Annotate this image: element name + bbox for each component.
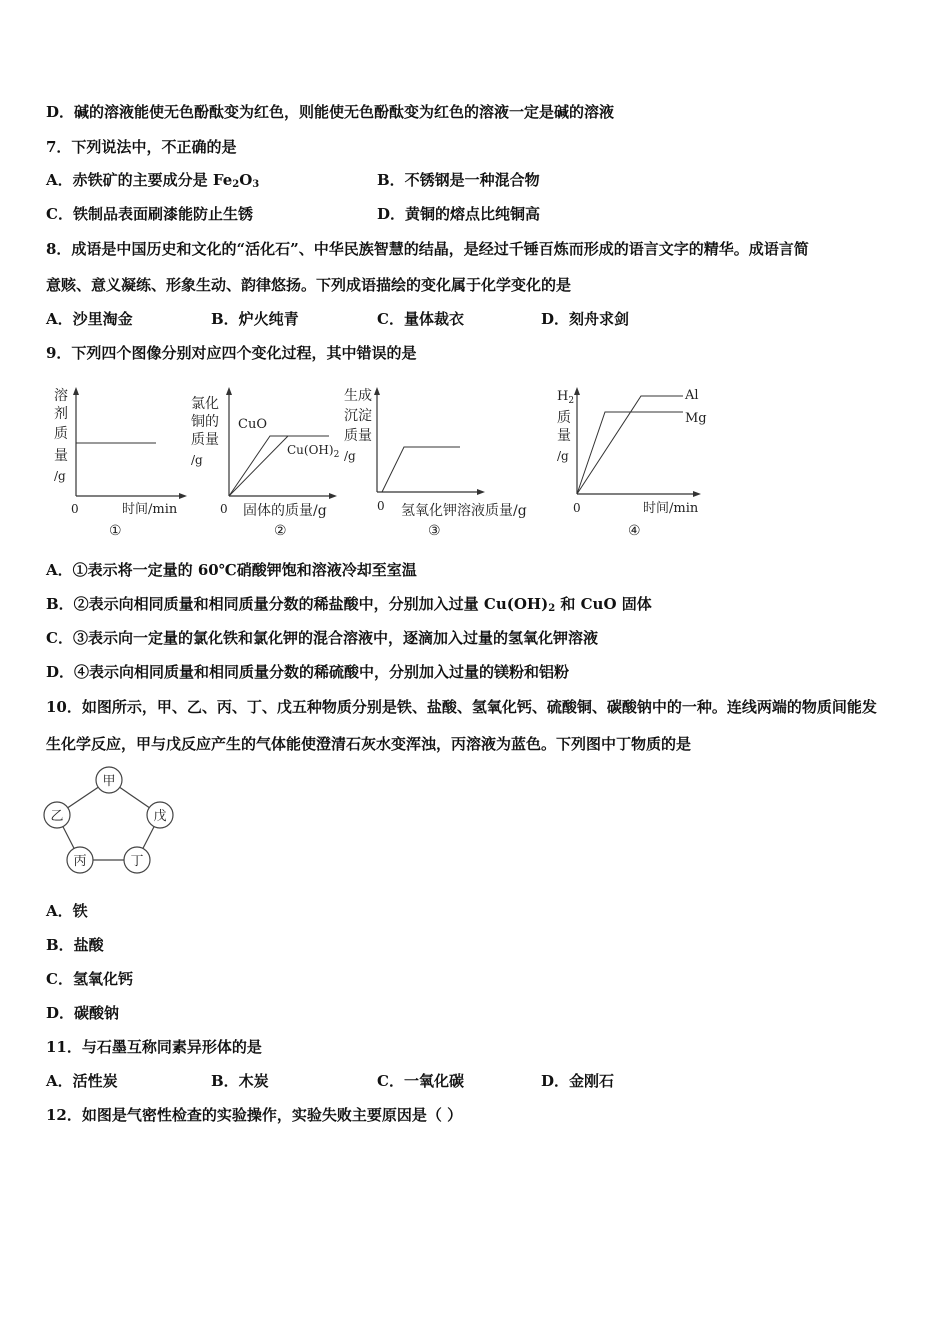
q8-option-a: A．沙里淘金 [46, 310, 133, 328]
graph-1 [46, 382, 196, 542]
g4-ylabel-3: /g [557, 449, 569, 463]
q7-option-d: D．黄铜的熔点比纯铜高 [377, 205, 541, 223]
q11-option-c: C．一氧化碳 [377, 1072, 464, 1090]
q8-option-d: D．刻舟求剑 [541, 310, 630, 328]
q8-option-b: B．炉火纯青 [211, 310, 299, 328]
g3-ylabel-4: /g [344, 449, 356, 463]
g4-origin: 0 [573, 501, 581, 515]
q10-option-a: A．铁 [46, 902, 88, 920]
graph-4 [553, 382, 713, 542]
graph-3 [340, 382, 545, 542]
g4-ylabel-2: 量 [557, 428, 571, 444]
g4-ylabel-h2: $H_2$ [557, 389, 575, 406]
q10-stem-line2: 生化学反应，甲与戊反应产生的气体能使澄清石灰水变浑浊，丙溶液为蓝色。下列图中丁物质的是 [46, 735, 692, 753]
q10-option-c: C．氢氧化钙 [46, 970, 133, 988]
g1-ylabel-4: 量 [54, 448, 68, 464]
g3-ylabel-2: 沉淀 [344, 408, 372, 424]
g2-ylabel-1: 氯化 [191, 396, 219, 412]
q7-option-b: B．不锈钢是一种混合物 [377, 171, 540, 189]
g1-ylabel-5: /g [54, 469, 66, 483]
q11-option-b: B．木炭 [211, 1072, 269, 1090]
node-wu-label: 戊 [153, 809, 167, 824]
q7-stem: 7．下列说法中，不正确的是 [46, 138, 237, 156]
q9-stem: 9．下列四个图像分别对应四个变化过程，其中错误的是 [46, 344, 417, 362]
graph-2 [188, 382, 348, 542]
g3-origin: 0 [377, 499, 385, 513]
q11-option-a: A．活性炭 [46, 1072, 118, 1090]
q8-option-c: C．量体裁衣 [377, 310, 464, 328]
g2-y-arrow [226, 387, 232, 395]
g2-x-arrow [329, 493, 337, 499]
q7-option-c: C．铁制品表面刷漆能防止生锈 [46, 205, 253, 223]
q7-option-a: A．赤铁矿的主要成分是 $Fe_2O_3$ [46, 171, 260, 190]
q12-stem: 12．如图是气密性检查的实验操作，实验失败主要原因是（ ） [46, 1106, 463, 1124]
g3-y-arrow [374, 387, 380, 395]
g2-label-cuoh2: $Cu(OH)_2$ [287, 443, 340, 460]
g4-mg-line [577, 412, 683, 494]
g4-xlabel: 时间/min [643, 501, 699, 516]
g2-number: ② [274, 523, 287, 539]
q9-option-b: B．②表示向相同质量和相同质量分数的稀盐酸中，分别加入过量 $Cu(OH)_2$ 和 CuO 固体 [46, 595, 652, 614]
g3-ylabel-1: 生成 [344, 388, 372, 404]
g2-xlabel: 固体的质量/g [243, 503, 327, 519]
q9-option-d: D．④表示向相同质量和相同质量分数的稀硫酸中，分别加入过量的镁粉和铝粉 [46, 663, 570, 681]
g1-number: ① [109, 523, 122, 539]
g2-ylabel-4: /g [191, 453, 203, 467]
g4-number: ④ [628, 523, 641, 539]
g4-label-mg: Mg [685, 411, 707, 426]
pentagon-diagram [40, 762, 185, 882]
q10-stem-line1: 10．如图所示，甲、乙、丙、丁、戊五种物质分别是铁、盐酸、氢氧化钙、硫酸铜、碳酸钠中的一种。连线两端的物质间能发 [46, 698, 877, 716]
g1-ylabel-2: 剂 [54, 406, 68, 422]
g3-ylabel-3: 质量 [344, 428, 372, 444]
q6-option-d: D．碱的溶液能使无色酚酞变为红色，则能使无色酚酞变为红色的溶液一定是碱的溶液 [46, 103, 615, 121]
node-yi-label: 乙 [50, 809, 64, 824]
node-bing-label: 丙 [73, 854, 87, 869]
q8-stem-line2: 意赅、意义凝练、形象生动、韵律悠扬。下列成语描绘的变化属于化学变化的是 [46, 276, 572, 294]
g4-x-arrow [693, 491, 701, 497]
g3-x-arrow [477, 489, 485, 495]
g3-number: ③ [428, 523, 441, 539]
g1-ylabel-1: 溶 [54, 388, 68, 404]
q8-stem-line1: 8．成语是中国历史和文化的“活化石”、中华民族智慧的结晶，是经过千锤百炼而形成的语言文字的精华。成语言简 [46, 240, 809, 258]
q10-option-b: B．盐酸 [46, 936, 104, 954]
q9-option-a: A．①表示将一定量的 60℃硝酸钾饱和溶液冷却至室温 [46, 561, 417, 579]
g1-ylabel-3: 质 [54, 426, 68, 442]
g4-al-line [577, 396, 683, 494]
g1-x-arrow [179, 493, 187, 499]
q9-option-c: C．③表示向一定量的氯化铁和氯化钾的混合溶液中，逐滴加入过量的氢氧化钾溶液 [46, 629, 598, 647]
q11-stem: 11．与石墨互称同素异形体的是 [46, 1038, 262, 1056]
g1-y-arrow [73, 387, 79, 395]
g3-data-line [382, 447, 460, 492]
g1-origin: 0 [71, 502, 79, 516]
g4-label-al: Al [685, 388, 699, 403]
g2-ylabel-2: 铜的 [191, 414, 219, 430]
g2-origin: 0 [220, 502, 228, 516]
q11-option-d: D．金刚石 [541, 1072, 615, 1090]
g1-xlabel: 时间/min [122, 502, 178, 517]
g4-ylabel-1: 质 [557, 410, 571, 426]
g4-y-arrow [574, 387, 580, 395]
q10-option-d: D．碳酸钠 [46, 1004, 120, 1022]
node-jia-label: 甲 [102, 774, 116, 789]
g2-ylabel-3: 质量 [191, 432, 219, 448]
node-ding-label: 丁 [130, 854, 144, 869]
g2-label-cuo: CuO [238, 417, 267, 432]
g3-xlabel: 氢氧化钾溶液质量/g [401, 503, 527, 519]
g2-cuoh2-line [229, 436, 288, 496]
